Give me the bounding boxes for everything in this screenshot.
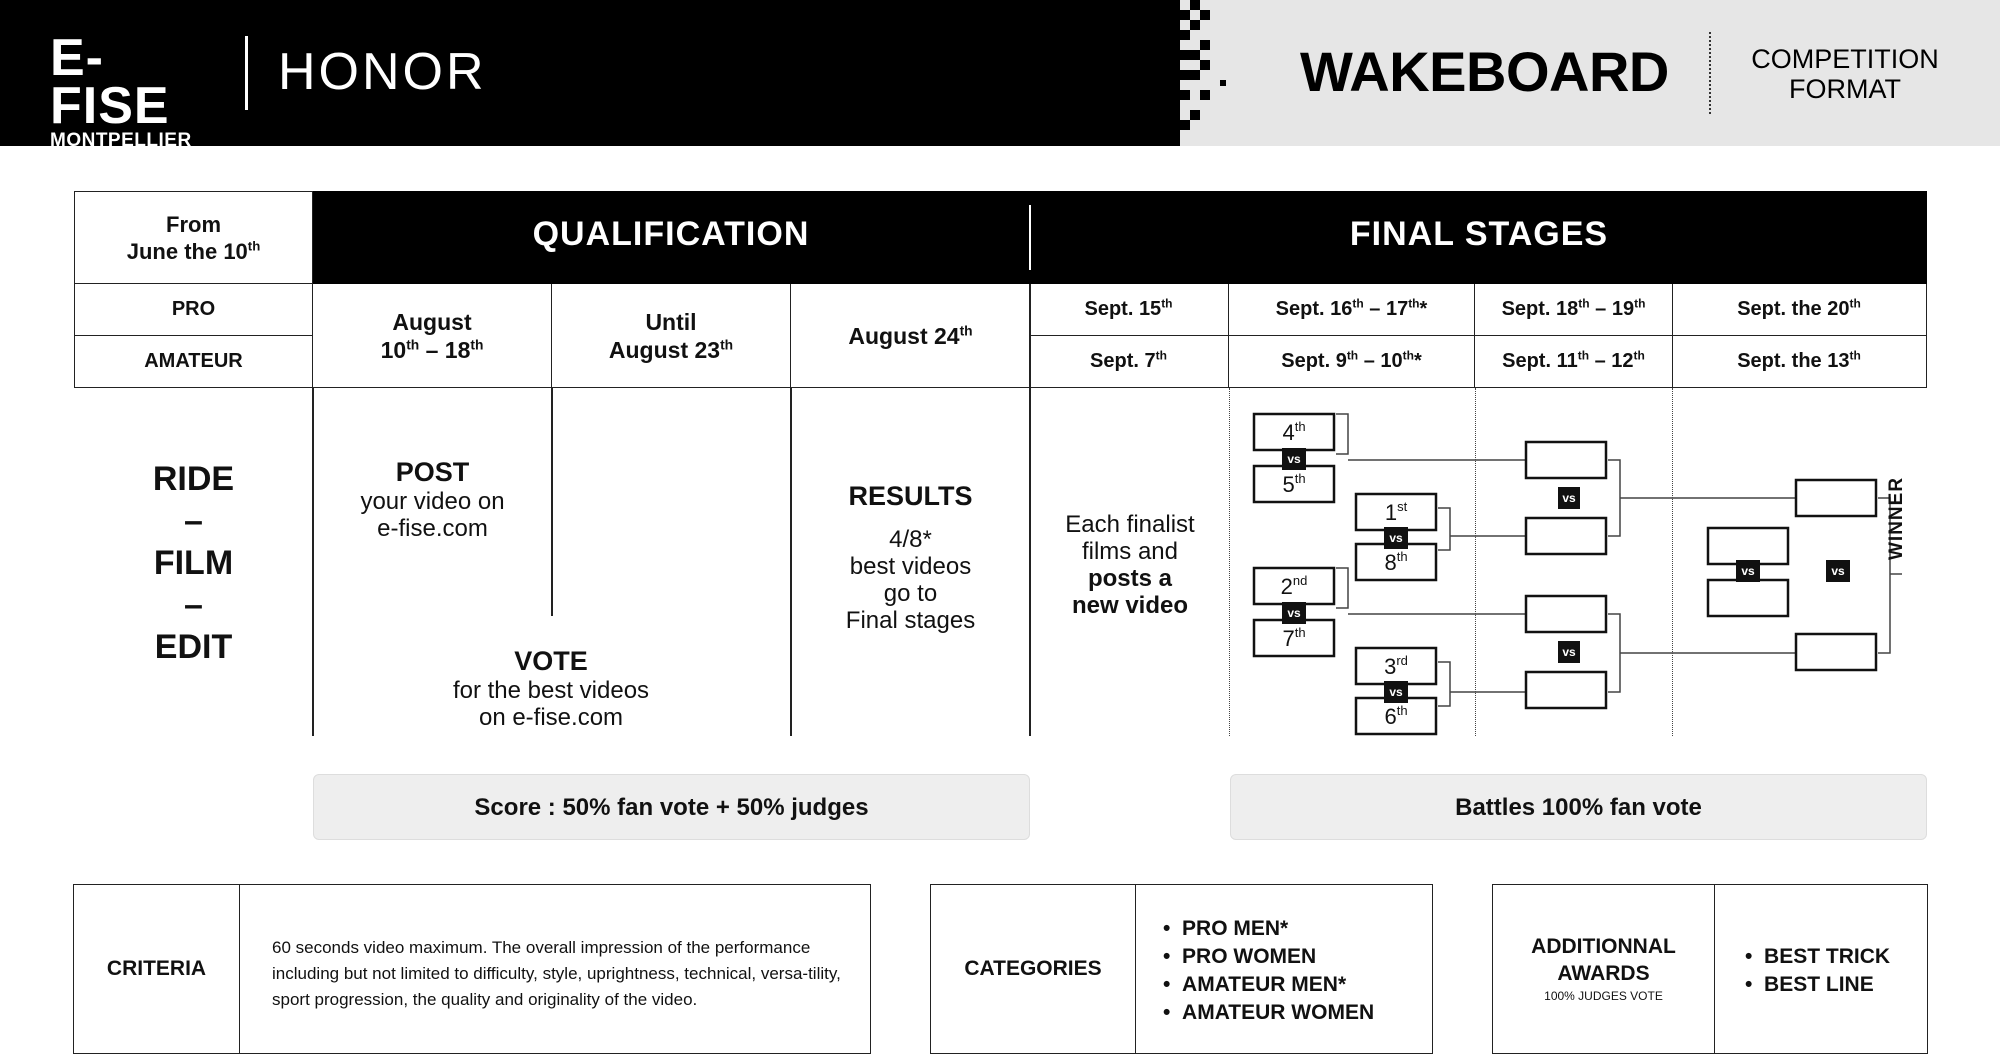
amateur-date-1: Sept. 7th bbox=[1029, 336, 1229, 388]
q-date-post-line2: 10th – 18th bbox=[380, 337, 484, 363]
from-date-cell bbox=[74, 191, 313, 284]
q-date-vote-line1: Until bbox=[645, 309, 697, 335]
third-place-match bbox=[1708, 528, 1788, 616]
qualification-heading: QUALIFICATION bbox=[532, 215, 810, 253]
match-2-vs-7 bbox=[1254, 568, 1334, 656]
semi-final-2 bbox=[1526, 596, 1606, 708]
criteria-text: 60 seconds video maximum. The overall impression of the performance including but not limited to difficulty, style, uprightness, technical, versa-tility, sport progression, the quality and originality of the video. bbox=[272, 938, 841, 1009]
ride-film-edit bbox=[74, 458, 313, 668]
svg-text:7th: 7th bbox=[1282, 625, 1306, 651]
match-1-vs-8 bbox=[1356, 494, 1436, 580]
svg-text:3rd: 3rd bbox=[1384, 653, 1408, 679]
category-item: • AMATEUR MEN* bbox=[1163, 973, 1347, 996]
semi-final-1 bbox=[1526, 442, 1606, 554]
q-date-post-line1: August bbox=[392, 309, 472, 335]
awards-box bbox=[1492, 884, 1928, 1054]
row-label-amateur: AMATEUR bbox=[74, 336, 313, 388]
vs-label-6: vs bbox=[1562, 645, 1576, 659]
svg-text:8th: 8th bbox=[1384, 549, 1408, 575]
finalist-step bbox=[1031, 511, 1229, 619]
awards-label-line1: ADDITIONNAL bbox=[1531, 935, 1676, 958]
awards-list bbox=[1745, 943, 1890, 999]
svg-text:4th: 4th bbox=[1282, 419, 1306, 445]
honor-logo: HONOR bbox=[278, 43, 487, 101]
vs-label-8: vs bbox=[1831, 564, 1845, 578]
efise-logo-mark: E-FISE bbox=[50, 29, 170, 135]
awards-label-cell bbox=[1493, 885, 1715, 1053]
q-date-vote bbox=[552, 284, 791, 388]
awards-sublabel: 100% JUDGES VOTE bbox=[1544, 989, 1663, 1003]
from-date: June the 10th bbox=[126, 238, 261, 264]
results-line3: go to bbox=[883, 580, 938, 607]
results-step bbox=[791, 480, 1030, 634]
connector-2-7 bbox=[1336, 568, 1348, 608]
post-line2: e-fise.com bbox=[377, 515, 488, 542]
connector-3-6 bbox=[1438, 662, 1450, 706]
pro-date-2: Sept. 16th – 17th* bbox=[1229, 284, 1475, 336]
battles-score-box bbox=[1230, 774, 1927, 840]
format-title-line1: COMPETITION bbox=[1751, 44, 1939, 74]
format-title-line2: FORMAT bbox=[1789, 74, 1901, 104]
svg-text:5th: 5th bbox=[1282, 471, 1306, 497]
amateur-date-2: Sept. 9th – 10th* bbox=[1229, 336, 1475, 388]
vs-label-2: vs bbox=[1389, 531, 1403, 545]
efise-logo bbox=[50, 29, 220, 151]
vote-title: VOTE bbox=[514, 646, 588, 676]
vote-line1: for the best videos bbox=[452, 677, 650, 704]
connector-4-5 bbox=[1336, 414, 1348, 454]
pixel-pattern-decoration bbox=[1150, 0, 1250, 146]
sport-title: WAKEBOARD bbox=[1300, 40, 1669, 103]
tournament-bracket bbox=[1230, 388, 1930, 736]
vs-label-5: vs bbox=[1562, 491, 1576, 505]
finalist-line3: posts a bbox=[1087, 565, 1173, 592]
battles-score: Battles 100% fan vote bbox=[1455, 794, 1702, 821]
format-title bbox=[1740, 44, 1950, 104]
match-3-vs-6 bbox=[1356, 648, 1436, 734]
edit-label: EDIT bbox=[154, 628, 233, 666]
categories-list bbox=[1163, 915, 1374, 1027]
results-line2: best videos bbox=[849, 553, 972, 580]
categories-box bbox=[930, 884, 1433, 1054]
final-stages-heading: FINAL STAGES bbox=[1349, 215, 1609, 253]
amateur-date-3: Sept. 11th – 12th bbox=[1475, 336, 1673, 388]
svg-text:6th: 6th bbox=[1384, 703, 1408, 729]
amateur-date-4: Sept. the 13th bbox=[1737, 348, 1861, 372]
post-title: POST bbox=[395, 457, 470, 487]
from-label: From bbox=[166, 211, 221, 237]
pro-date-3: Sept. 18th – 19th bbox=[1475, 284, 1673, 336]
connector-semi-2 bbox=[1608, 614, 1620, 692]
final-dates-grid bbox=[1029, 284, 1927, 388]
category-item: • PRO MEN* bbox=[1163, 917, 1289, 940]
results-title: RESULTS bbox=[848, 481, 973, 511]
svg-text:1st: 1st bbox=[1384, 499, 1408, 525]
criteria-box bbox=[73, 884, 871, 1054]
qualification-score-box bbox=[313, 774, 1030, 840]
category-item: • PRO WOMEN bbox=[1163, 945, 1317, 968]
pro-date-4: Sept. the 20th bbox=[1737, 296, 1861, 320]
dash-2: – bbox=[184, 586, 203, 624]
film-label: FILM bbox=[153, 544, 234, 582]
svg-text:2nd: 2nd bbox=[1280, 573, 1308, 599]
post-line1: your video on bbox=[360, 488, 505, 515]
vs-label-1: vs bbox=[1287, 452, 1301, 466]
match-4-vs-5 bbox=[1254, 414, 1334, 502]
finalist-line4: new video bbox=[1071, 592, 1189, 619]
dash-1: – bbox=[184, 502, 203, 540]
ride-label: RIDE bbox=[152, 460, 235, 498]
category-item: • AMATEUR WOMEN bbox=[1163, 1001, 1375, 1024]
header-dotted-divider bbox=[1709, 32, 1711, 114]
results-line4: Final stages bbox=[845, 607, 976, 634]
finalist-line1: Each finalist bbox=[1065, 511, 1195, 538]
efise-logo-city: MONTPELLIER bbox=[50, 130, 192, 151]
row-label-pro: PRO bbox=[74, 284, 313, 336]
finalist-line2: films and bbox=[1081, 538, 1179, 565]
connector-1-8 bbox=[1438, 508, 1450, 550]
award-item: • BEST TRICK bbox=[1745, 945, 1891, 968]
awards-label-line2: AWARDS bbox=[1557, 962, 1650, 985]
post-step bbox=[313, 456, 552, 542]
vs-label-3: vs bbox=[1287, 606, 1301, 620]
q-date-post bbox=[313, 284, 552, 388]
q-date-results: August 24th bbox=[848, 323, 973, 349]
results-line1: 4/8* bbox=[889, 526, 932, 553]
final-match bbox=[1796, 480, 1876, 670]
vote-step bbox=[413, 645, 689, 731]
logo-divider bbox=[245, 36, 248, 110]
categories-label: CATEGORIES bbox=[931, 885, 1136, 1053]
criteria-label: CRITERIA bbox=[74, 885, 240, 1053]
vs-label-4: vs bbox=[1389, 685, 1403, 699]
vote-line2: on e-fise.com bbox=[478, 704, 624, 731]
qualification-score: Score : 50% fan vote + 50% judges bbox=[474, 794, 869, 821]
winner-label: WINNER bbox=[1886, 476, 1907, 560]
q-date-vote-line2: August 23th bbox=[608, 337, 734, 363]
award-item: • BEST LINE bbox=[1745, 973, 1874, 996]
pro-date-1: Sept. 15th bbox=[1029, 284, 1229, 336]
vs-label-7: vs bbox=[1741, 564, 1755, 578]
connector-semi-1 bbox=[1608, 460, 1620, 536]
